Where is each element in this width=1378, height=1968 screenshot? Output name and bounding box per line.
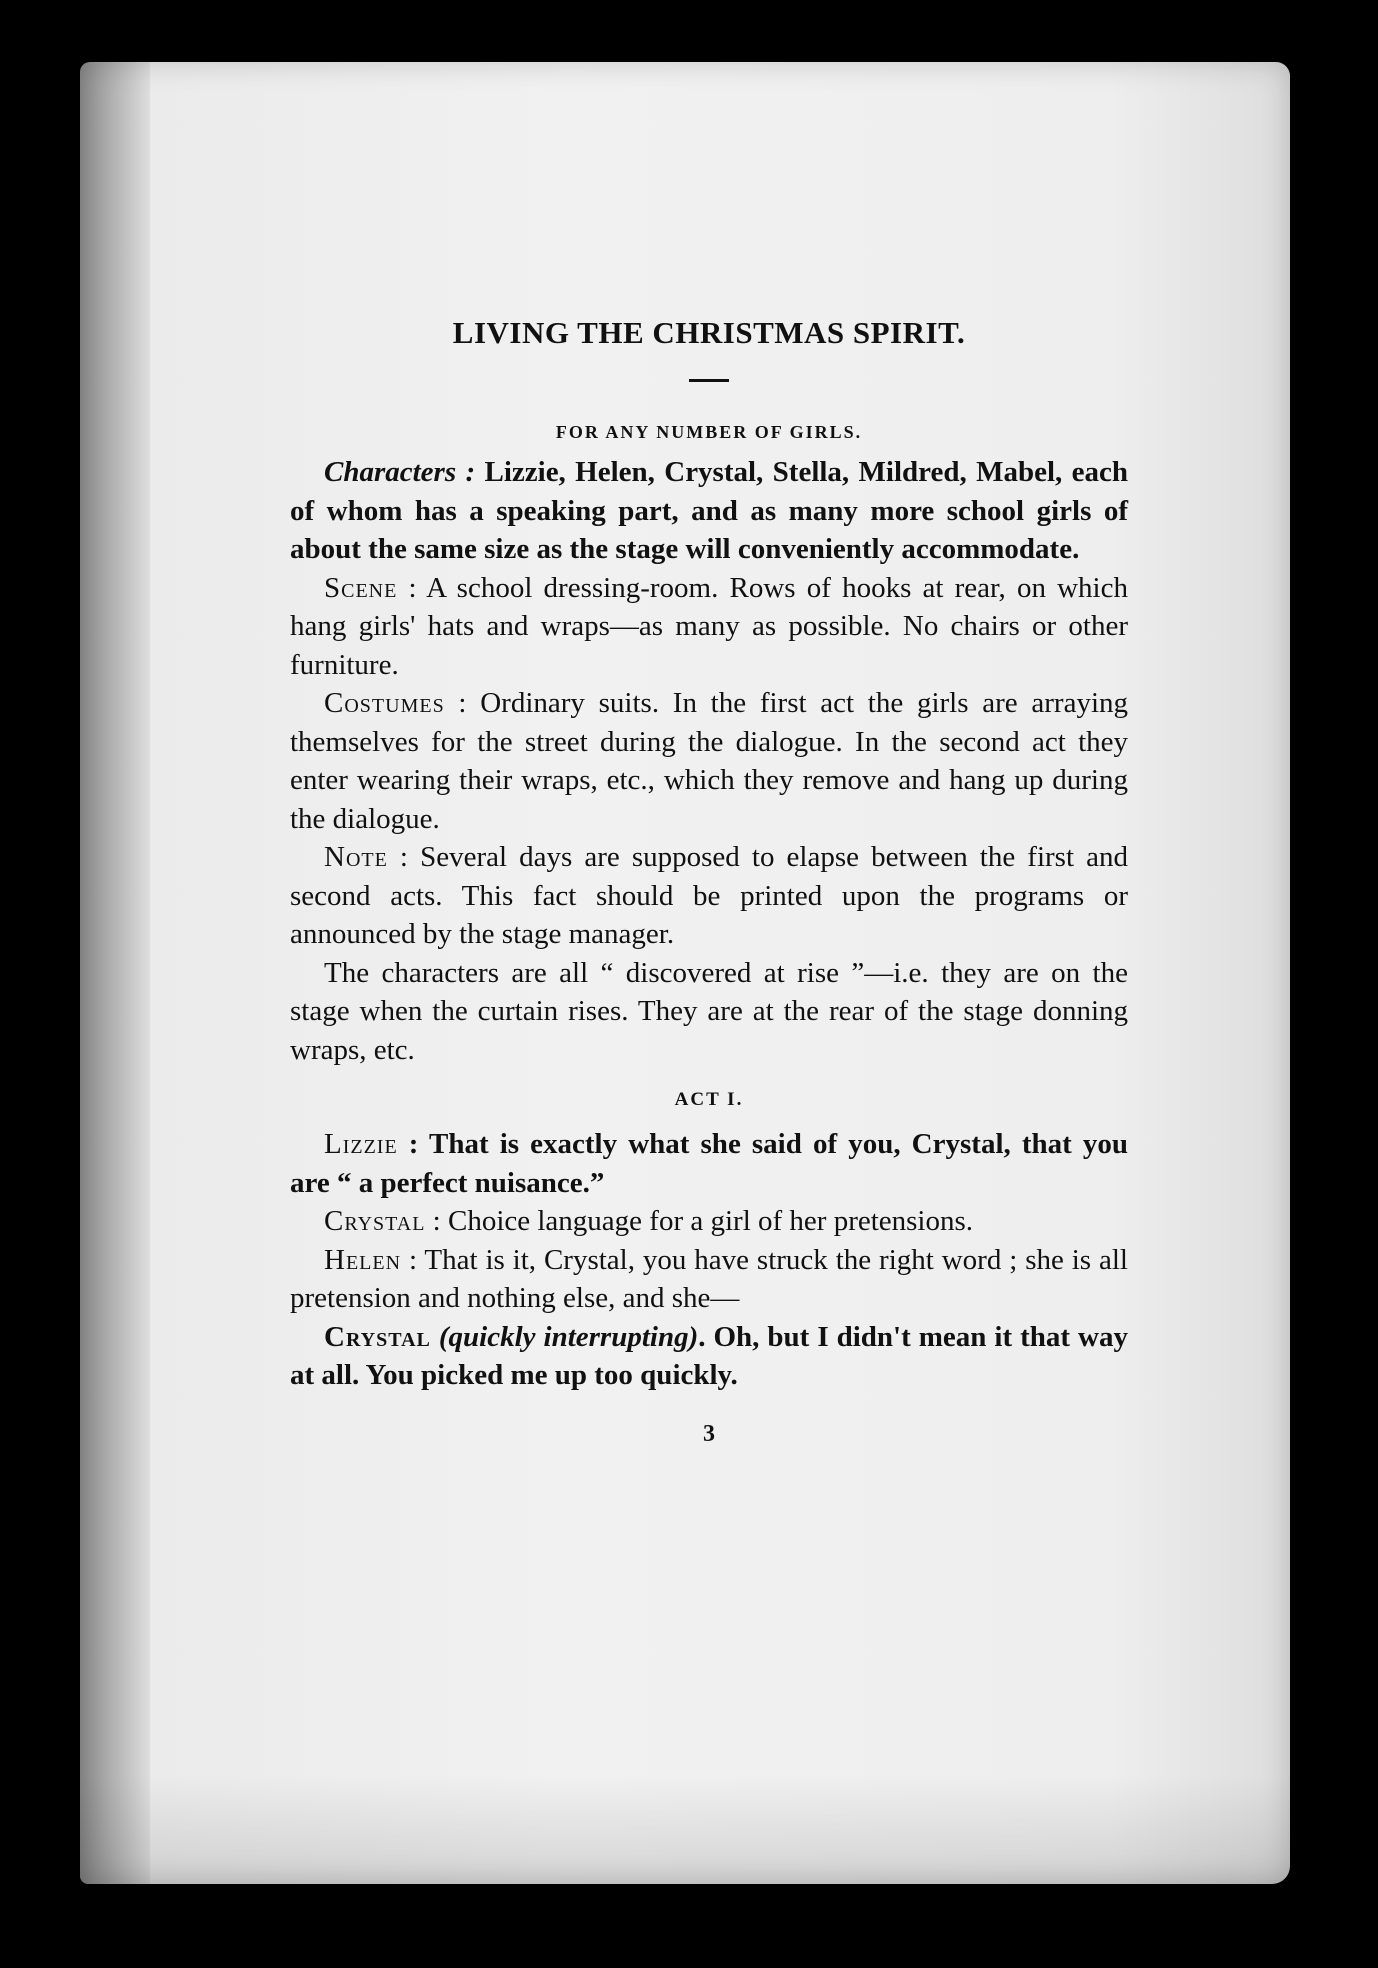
page-content bbox=[290, 300, 1128, 1448]
note-paragraph bbox=[290, 838, 1128, 954]
dialogue-text: : Choice language for a girl of her pretensions. bbox=[425, 1205, 974, 1237]
costumes-label: Costumes bbox=[324, 687, 445, 719]
characters-text: Lizzie, Helen, Crystal, Stella, Mildred, Mabel, each of whom has a speaking part, and as many more school girls of about the same size as the stage will conveniently accommodate. bbox=[290, 456, 1128, 565]
dialogue-text: . Oh, but I didn't mean it that way at all. You picked me up too quickly. bbox=[290, 1320, 1128, 1391]
dialogue-text: : That is exactly what she said of you, Crystal, that you are “ a perfect nuisance.” bbox=[290, 1128, 1128, 1199]
dialogue-line bbox=[290, 1241, 1128, 1318]
title-rule bbox=[689, 379, 729, 382]
dialogue-line bbox=[290, 1202, 1128, 1241]
act-heading: ACT I. bbox=[674, 1089, 744, 1110]
speaker-name: Helen bbox=[324, 1243, 402, 1276]
costumes-text: : Ordinary suits. In the first act the girls are arraying themselves for the street during the dialogue. In the second act they enter wearing their wraps, etc., which they remove and hang up during the dialogue. bbox=[290, 687, 1128, 835]
speaker-name: Lizzie bbox=[324, 1128, 398, 1160]
discovered-paragraph: The characters are all “ discovered at rise ”—i.e. they are on the stage when the curtain rises. They are at the rear of the stage donning wraps, etc. bbox=[290, 956, 1128, 1066]
speaker-name: Crystal bbox=[324, 1205, 426, 1237]
page-number: 3 bbox=[703, 1420, 715, 1447]
scene-paragraph bbox=[290, 569, 1128, 685]
characters-label: Characters : bbox=[324, 456, 476, 488]
scene-text: : A school dressing-room. Rows of hooks at rear, on which hang girls' hats and wraps—as many as possible. No chairs or other furniture. bbox=[290, 571, 1128, 681]
page-subtitle: FOR ANY NUMBER OF GIRLS. bbox=[555, 422, 863, 442]
speaker-name: Crystal bbox=[324, 1320, 431, 1353]
scene-label: Scene bbox=[324, 571, 398, 604]
dialogue-text: : That is it, Crystal, you have struck the right word ; she is all pretension and nothing else, and she— bbox=[290, 1243, 1128, 1314]
page-title: LIVING THE CHRISTMAS SPIRIT. bbox=[452, 315, 966, 350]
note-text: : Several days are supposed to elapse between the first and second acts. This fact should be printed upon the programs or announced by the stage manager. bbox=[290, 841, 1128, 950]
dialogue-line bbox=[290, 1125, 1128, 1202]
page-wear bbox=[80, 1774, 1290, 1884]
characters-paragraph bbox=[290, 453, 1128, 569]
costumes-paragraph bbox=[290, 684, 1128, 838]
note-label: Note bbox=[324, 841, 388, 873]
dialogue-line bbox=[290, 1318, 1128, 1395]
page-binding-shadow bbox=[80, 62, 150, 1884]
stage-direction: (quickly interrupting) bbox=[438, 1320, 699, 1353]
